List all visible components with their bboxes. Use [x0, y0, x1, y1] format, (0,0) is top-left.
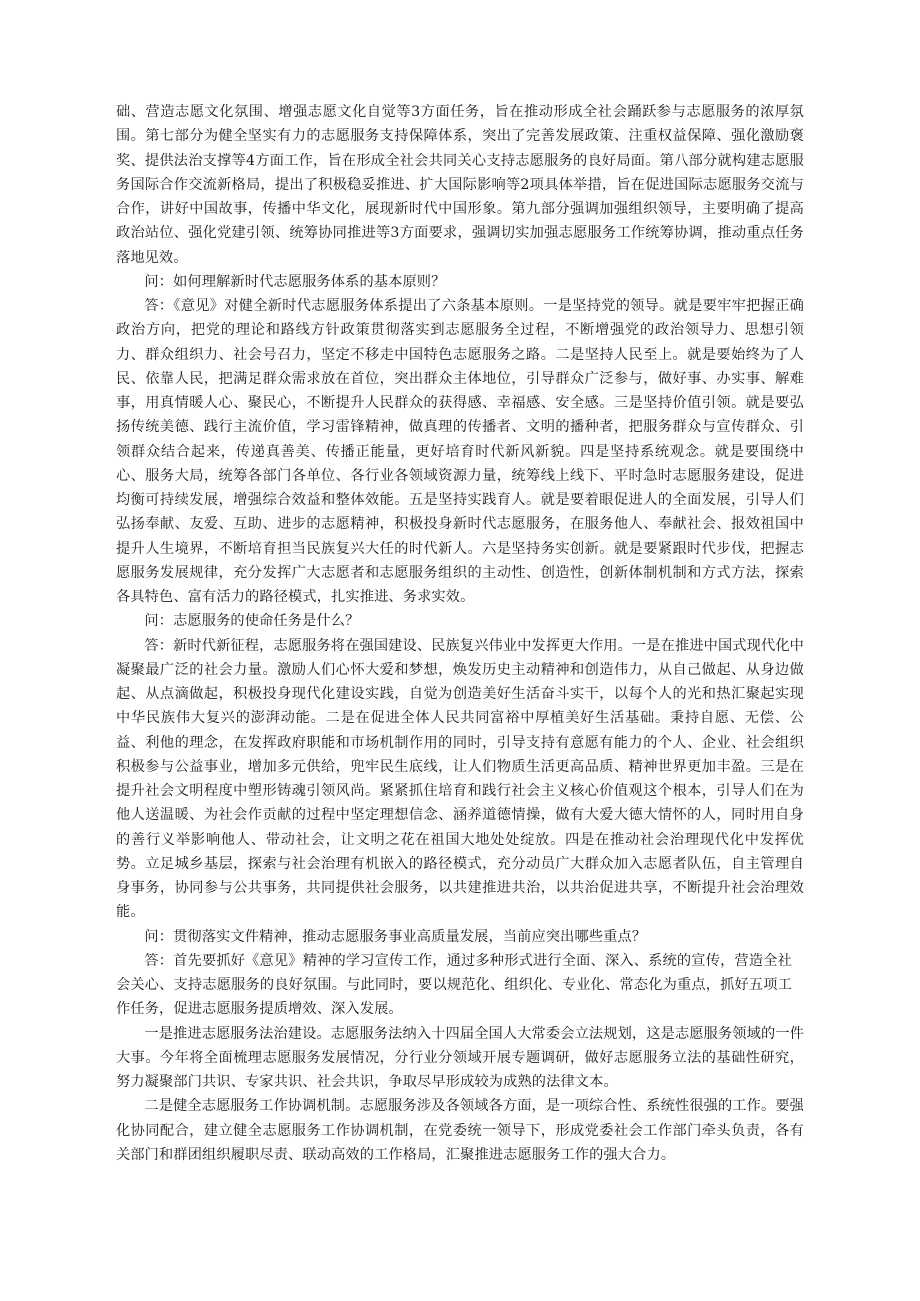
paragraph-coordination: 二是健全志愿服务工作协调机制。志愿服务涉及各领域各方面，是一项综合性、系统性很强的工作。要强化协同配合，建立健全志愿服务工作协调机制，在党委统一领导下，形成党委社会工作部门牵头负责，各有关部门和群团组织履职尽责、联动高效的工作格局，汇聚推进志愿服务工作的强大合力。	[116, 1098, 804, 1163]
paragraph-rule-of-law: 一是推进志愿服务法治建设。志愿服务法纳入十四届全国人大常委会立法规划，这是志愿服务领域的一件大事。今年将全面梳理志愿服务发展情况，分行业分领域开展专题调研，做好志愿服务立法的基础性研究，努力凝聚部门共识、专家共识、社会共识，争取尽早形成较为成熟的法律文本。	[116, 1025, 804, 1090]
question-principles: 问：如何理解新时代志愿服务体系的基本原则？	[144, 273, 446, 290]
paragraph-continuation: 础、营造志愿文化氛围、增强志愿文化自觉等3方面任务，旨在推动形成全社会踊跃参与志愿服务的浓厚氛围。第七部分为健全坚实有力的志愿服务支持保障体系，突出了完善发展政策、注重权益保障、强化激励褒奖、提供法治支撑等4方面工作，旨在形成全社会共同关心支持志愿服务的良好局面。第八部分就构建志愿服务国际合作交流新格局，提出了积极稳妥推进、扩大国际影响等2项具体举措，旨在促进国际志愿服务交流与合作，讲好中国故事，传播中华文化，展现新时代中国形象。第九部分强调加强组织领导，主要明确了提高政治站位、强化党建引领、统筹协同推进等3方面要求，强调切实加强志愿服务工作统筹协调，推动重点任务落地见效。	[116, 104, 804, 266]
answer-priorities: 答：首先要抓好《意见》精神的学习宣传工作，通过多种形式进行全面、深入、系统的宣传，营造全社会关心、支持志愿服务的良好氛围。与此同时，要以规范化、组织化、专业化、常态化为重点，抓好五项工作任务，促进志愿服务提质增效、深入发展。	[116, 952, 792, 1018]
question-mission: 问：志愿服务的使命任务是什么？	[144, 613, 360, 630]
answer-mission: 答：新时代新征程，志愿服务将在强国建设、民族复兴伟业中发挥更大作用。一是在推进中国式现代化中凝聚最广泛的社会力量。激励人们心怀大爱和梦想，焕发历史主动精神和创造伟力，从自己做起、从身边做起、从点滴做起，积极投身现代化建设实践，自觉为创造美好生活奋斗实干，以每个人的光和热汇聚起实现中华民族伟大复兴的澎湃动能。二是在促进全体人民共同富裕中厚植美好生活基础。秉持自愿、无偿、公益、利他的理念，在发挥政府职能和市场机制作用的同时，引导支持有意愿有能力的个人、企业、社会组织积极参与公益事业，增加多元供给，兜牢民生底线，让人们物质生活更高品质、精神世界更加丰盈。三是在提升社会文明程度中塑形铸魂引领风尚。紧紧抓住培育和践行社会主义核心价值观这个根本，引导人们在为他人送温暖、为社会作贡献的过程中坚定理想信念、涵养道德情操，做有大爱大德大情怀的人，同时用自身的善行义举影响他人、带动社会，让文明之花在祖国大地处处绽放。四是在推动社会治理现代化中发挥优势。立足城乡基层，探索与社会治理有机嵌入的路径模式，充分动员广大群众加入志愿者队伍，自主管理自身事务，协同参与公共事务，共同提供社会服务，以共建推进共治，以共治促进共享，不断提升社会治理效能。	[116, 637, 804, 921]
document-body	[116, 100, 804, 1167]
question-priorities: 问：贯彻落实文件精神，推动志愿服务事业高质量发展，当前应突出哪些重点？	[144, 928, 647, 945]
answer-principles: 答：《意见》对健全新时代志愿服务体系提出了六条基本原则。一是坚持党的领导。就是要牢牢把握正确政治方向，把党的理论和路线方针政策贯彻落实到志愿服务全过程，不断增强党的政治领导力、思想引领力、群众组织力、社会号召力，坚定不移走中国特色志愿服务之路。二是坚持人民至上。就是要始终为了人民、依靠人民，把满足群众需求放在首位，突出群众主体地位，引导群众广泛参与，做好事、办实事、解难事，用真情暖人心、聚民心，不断提升人民群众的获得感、幸福感、安全感。三是坚持价值引领。就是要弘扬传统美德、践行主流价值，学习雷锋精神，做真理的传播者、文明的播种者，把服务群众与宣传群众、引领群众结合起来，传递真善美、传播正能量，更好培育时代新风新貌。四是坚持系统观念。就是要围绕中心、服务大局，统筹各部门各单位、各行业各领域资源力量，统筹线上线下、平时急时志愿服务建设，促进均衡可持续发展，增强综合效益和整体效能。五是坚持实践育人。就是要着眼促进人的全面发展，引导人们弘扬奉献、友爱、互助、进步的志愿精神，积极投身新时代志愿服务，在服务他人、奉献社会、报效祖国中提升人生境界，不断培育担当民族复兴大任的时代新人。六是坚持务实创新。就是要紧跟时代步伐，把握志愿服务发展规律，充分发挥广大志愿者和志愿服务组织的主动性、创造性，创新体制机制和方式方法，探索各具特色、富有活力的路径模式，扎实推进、务求实效。	[116, 298, 804, 605]
